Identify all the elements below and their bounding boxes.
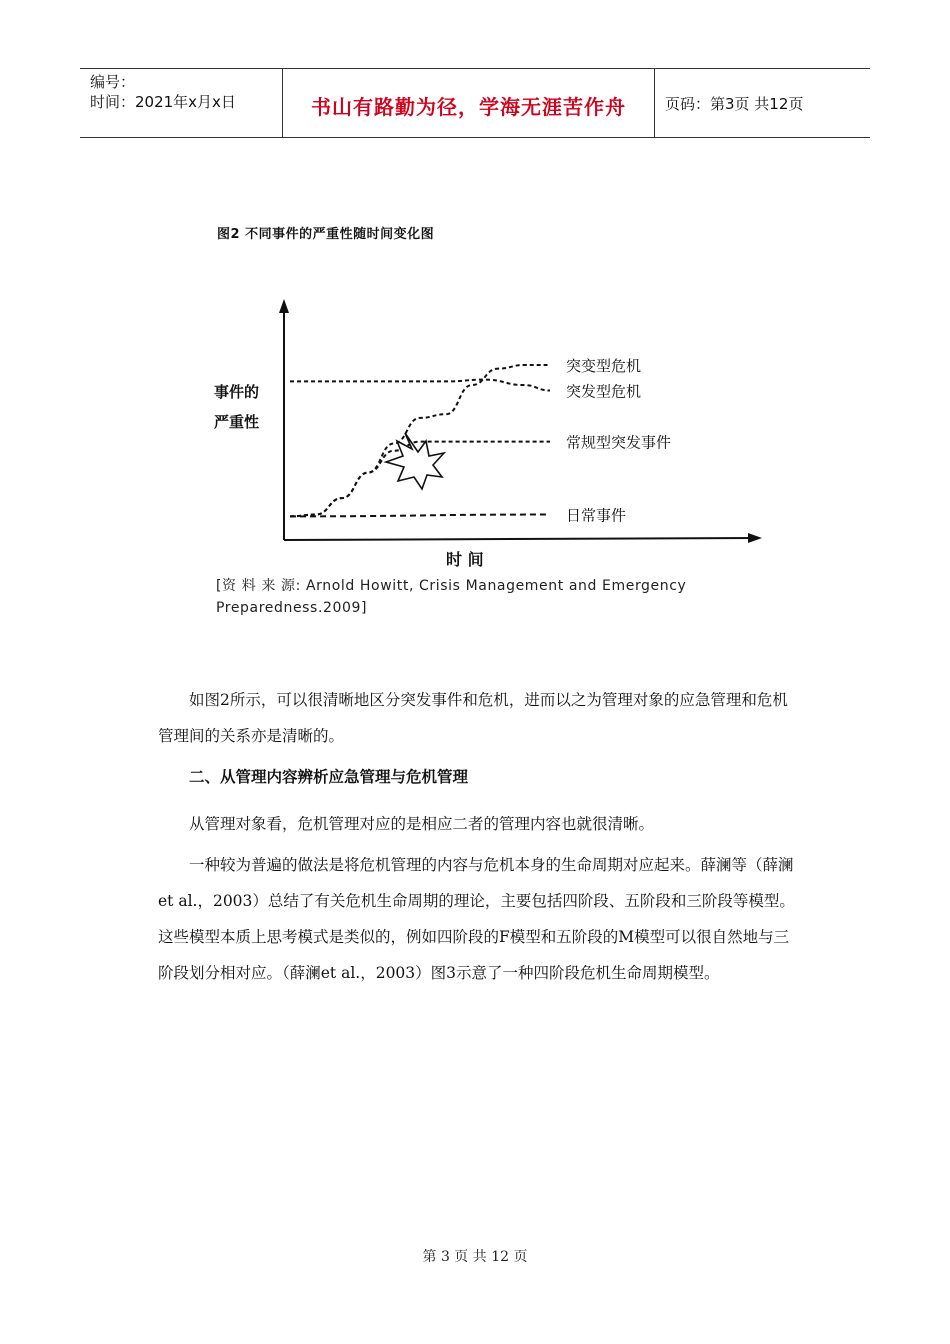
header-meta: [80, 69, 283, 137]
number-label: 编号：: [90, 73, 136, 91]
header-page-cell: [655, 69, 870, 137]
series-line-4: [290, 515, 550, 517]
series-label-3: 常规型突发事件: [566, 433, 672, 452]
series-label-2: 突发型危机: [566, 382, 642, 401]
y-axis-label-line1: 事件的: [214, 383, 260, 401]
series-label-1: 突变型危机: [566, 357, 642, 375]
severity-chart: [200, 215, 800, 575]
header-motto: 书山有路勤为径，学海无涯苦作舟: [311, 95, 626, 119]
figure-source: [资 料 来 源: Arnold Howitt, Crisis Management and Emergency Preparedness.2009]: [216, 578, 687, 616]
y-axis-label-line2: 严重性: [214, 413, 260, 431]
header-page-info: 页码：第3页 共12页: [665, 95, 804, 113]
header-motto-cell: [283, 69, 655, 137]
paragraph-2: 从管理对象看，危机管理对应的是相应二者的管理内容也就很清晰。: [189, 815, 655, 833]
x-axis: [284, 538, 756, 540]
x-axis-arrow-icon: [748, 533, 762, 543]
page-footer: 第 3 页 共 12 页: [422, 1249, 528, 1265]
y-axis-arrow-icon: [279, 299, 289, 313]
figure-title: 图2 不同事件的严重性随时间变化图: [217, 227, 435, 242]
figure-2: [200, 215, 800, 655]
series-label-4: 日常事件: [566, 506, 627, 525]
time-label: 时间：2021年x月x日: [90, 93, 236, 111]
x-axis-label: 时 间: [446, 550, 484, 569]
series-line-1: [290, 365, 550, 516]
section-heading-2: 二、从管理内容辨析应急管理与危机管理: [189, 768, 469, 786]
paragraph-3: 一种较为普遍的做法是将危机管理的内容与危机本身的生命周期对应起来。薛澜等（薛澜et al.，2003）总结了有关危机生命周期的理论，主要包括四阶段、五阶段和三阶段等模型。这些模型本质上思考模式是类似的，例如四阶段的F模型和五阶段的M模型可以很自然地与三阶段划分相对应。（薛澜et al.，2003）图3示意了一种四阶段危机生命周期模型。: [158, 856, 795, 982]
page-header: [80, 68, 870, 138]
paragraph-1: 如图2所示，可以很清晰地区分突发事件和危机，进而以之为管理对象的应急管理和危机管理间的关系亦是清晰的。: [158, 691, 788, 745]
series-layer: [290, 365, 550, 516]
series-line-2: [290, 380, 550, 391]
series-label-layer: [566, 357, 671, 525]
